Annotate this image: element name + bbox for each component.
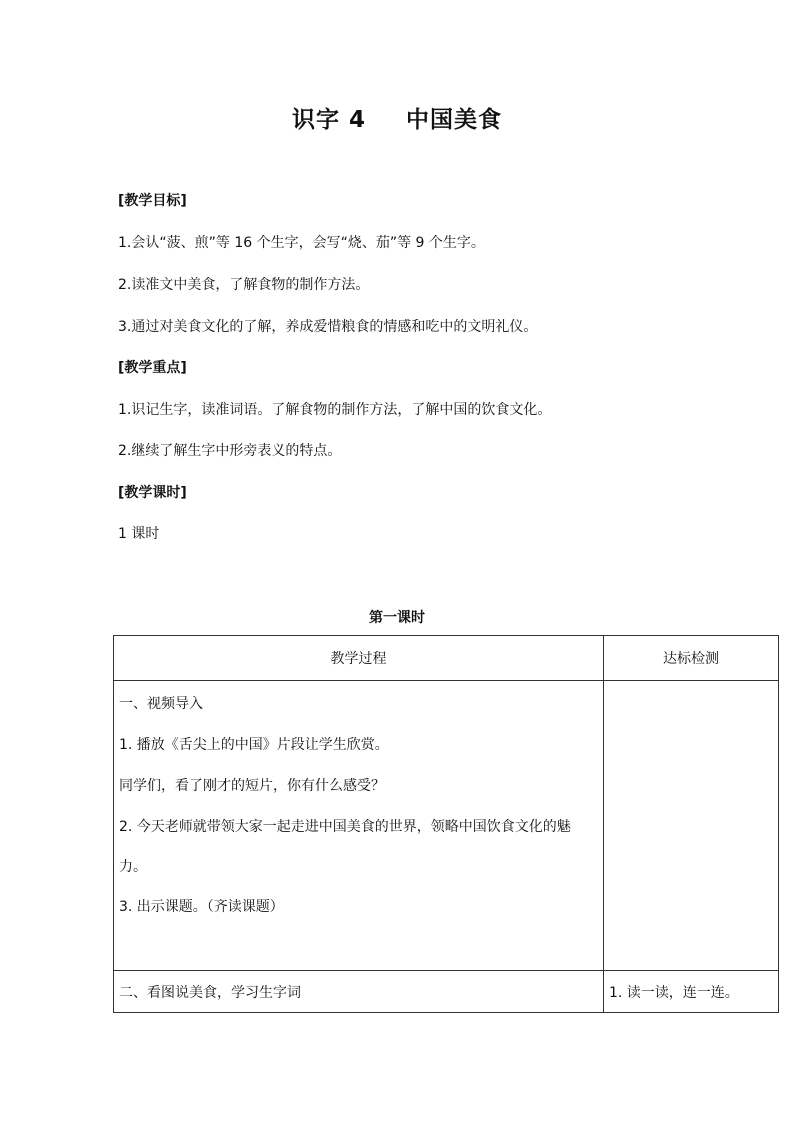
header-process: 教学过程	[114, 636, 604, 681]
process-cell	[114, 971, 604, 1013]
lesson-heading: 第一课时	[369, 610, 425, 626]
process-cell	[114, 681, 604, 971]
objectives-heading: [教学目标]	[118, 193, 187, 209]
objective-item-2: 2.读准文中美食，了解食物的制作方法。	[118, 277, 370, 293]
title-lesson-number: 识字 4	[291, 107, 366, 133]
table-header-row	[114, 636, 779, 681]
key-point-item-1: 1.识记生字，读准词语。了解食物的制作方法，了解中国的饮食文化。	[118, 402, 552, 418]
table-row	[114, 971, 779, 1013]
lesson-table	[113, 635, 779, 1013]
process-line: 同学们，看了刚才的短片，你有什么感受？	[119, 778, 385, 794]
title-lesson-name: 中国美食	[406, 107, 502, 133]
class-hours-heading: [教学课时]	[118, 485, 187, 501]
process-line: 3. 出示课题。（齐读课题）	[119, 899, 284, 915]
table-row	[114, 681, 779, 971]
check-text	[604, 681, 778, 694]
objective-item-3: 3.通过对美食文化的了解，养成爱惜粮食的情感和吃中的文明礼仪。	[118, 319, 538, 335]
objective-item-1: 1.会认“菠、煎”等 16 个生字，会写“烧、茄”等 9 个生字。	[118, 235, 485, 251]
header-check: 达标检测	[604, 636, 779, 681]
check-cell	[604, 681, 779, 971]
process-line: 2. 今天老师就带领大家一起走进中国美食的世界，领略中国饮食文化的魅力。	[119, 819, 571, 875]
process-line: 1. 播放《舌尖上的中国》片段让学生欣赏。	[119, 737, 389, 753]
page-title	[0, 101, 794, 134]
class-hours-value: 1 课时	[118, 526, 160, 542]
process-line: 一、视频导入	[119, 696, 203, 712]
check-cell	[604, 971, 779, 1013]
process-line: 二、看图说美食，学习生字词	[119, 985, 301, 1001]
key-point-item-2: 2.继续了解生字中形旁表义的特点。	[118, 443, 342, 459]
key-points-heading: [教学重点]	[118, 360, 187, 376]
check-text: 1. 读一读，连一连。	[609, 985, 739, 1001]
